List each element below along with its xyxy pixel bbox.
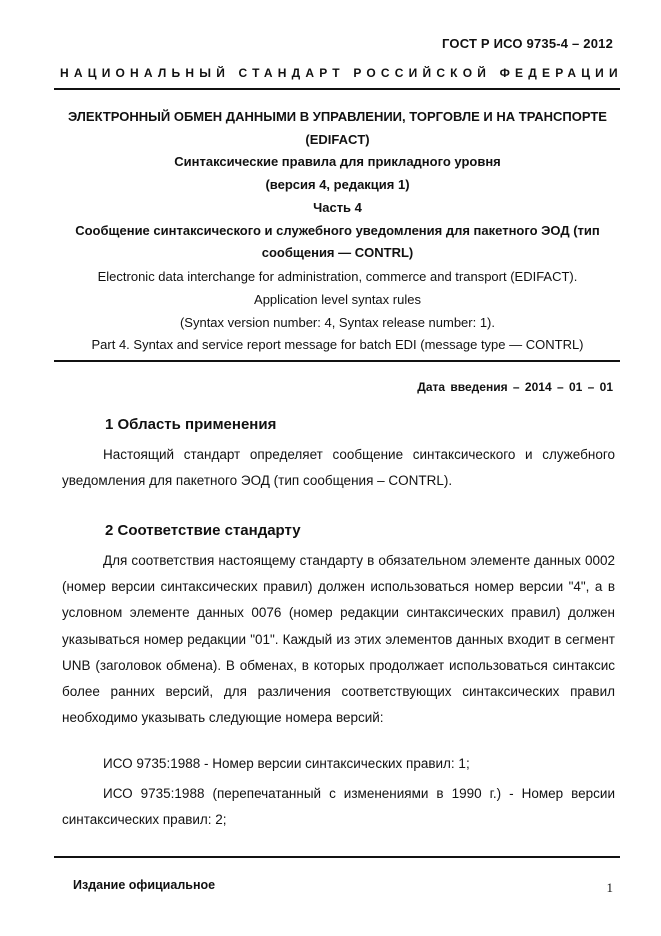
- middle-divider: [54, 360, 620, 362]
- title-en-line-4: Part 4. Syntax and service report message for batch EDI (message type — CONTRL): [91, 337, 584, 353]
- document-number: ГОСТ Р ИСО 9735-4 – 2012: [442, 36, 613, 51]
- section-1-paragraph: [62, 442, 615, 494]
- section-2-paragraph: [62, 548, 615, 731]
- introduction-date: Дата введения – 2014 – 01 – 01: [417, 380, 613, 394]
- page-number: 1: [606, 880, 613, 895]
- english-title-block: [50, 266, 625, 357]
- title-ru-line-3: Синтаксические правила для прикладного уровня: [174, 154, 501, 170]
- section-2-heading: 2 Соответствие стандарту: [105, 522, 301, 539]
- bottom-divider: [54, 856, 620, 858]
- title-ru-line-1: ЭЛЕКТРОННЫЙ ОБМЕН ДАННЫМИ В УПРАВЛЕНИИ, ТОРГОВЛЕ И НА ТРАНСПОРТЕ: [68, 109, 607, 124]
- title-en-line-2: Application level syntax rules: [254, 291, 421, 307]
- title-en-line-1: Electronic data interchange for administration, commerce and transport (EDIFACT).: [97, 269, 578, 284]
- section-1-heading: 1 Область применения: [105, 416, 277, 433]
- russian-title-block: [50, 106, 625, 265]
- title-ru-line-2: (EDIFACT): [305, 131, 370, 147]
- version-item-2: ИСО 9735:1988 (перепечатанный с изменениями в 1990 г.) - Номер версии синтаксических правил: 2;: [62, 786, 615, 828]
- title-ru-line-6: Сообщение синтаксического и служебного уведомления для пакетного ЭОД (тип: [75, 222, 600, 238]
- title-en-line-3: (Syntax version number: 4, Syntax release number: 1).: [179, 314, 496, 330]
- section-2-text: Для соответствия настоящему стандарту в обязательном элементе данных 0002 (номер версии синтаксических правил) должен использоваться номер версии "4", а в условном элементе данных 0076 (номер редакции синтаксических правил) должен указываться номер редакции "01". Каждый из этих элементов данных входит в сегмент UNB (заголовок обмена). В обменах, в которых продолжает использоваться синтаксис более ранних версий, для различения соответствующих синтаксических правил необходимо указывать следующие номера версий:: [62, 553, 615, 726]
- top-divider: [54, 88, 620, 90]
- version-item-1: ИСО 9735:1988 - Номер версии синтаксических правил: 1;: [103, 756, 470, 771]
- version-item-2-paragraph: [62, 781, 615, 833]
- national-standard-title: НАЦИОНАЛЬНЫЙ СТАНДАРТ РОССИЙСКОЙ ФЕДЕРАЦИИ: [60, 66, 623, 80]
- title-ru-line-4: (версия 4, редакция 1): [265, 177, 410, 193]
- official-edition-label: Издание официальное: [73, 878, 216, 892]
- section-1-text: Настоящий стандарт определяет сообщение синтаксического и служебного уведомления для пакетного ЭОД (тип сообщения – CONTRL).: [62, 447, 615, 489]
- title-ru-line-7: сообщения — CONTRL): [261, 245, 414, 261]
- title-ru-line-5: Часть 4: [313, 199, 362, 215]
